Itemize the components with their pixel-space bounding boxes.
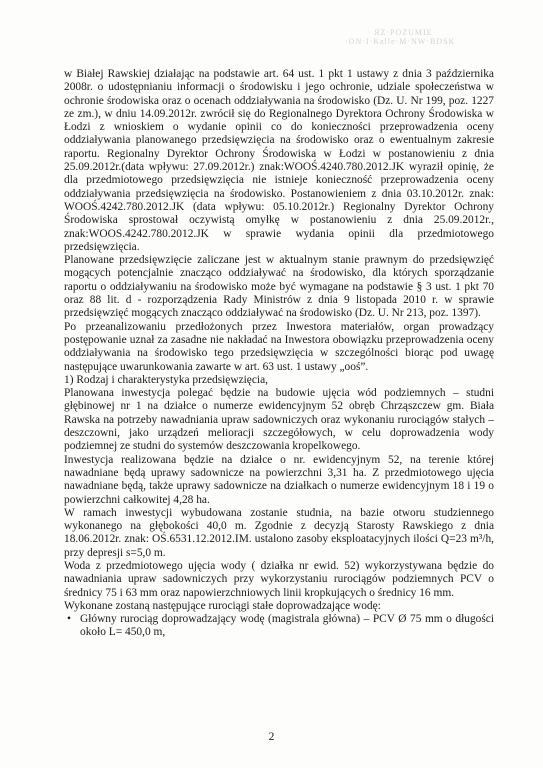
page-number: 2 [268, 731, 275, 743]
stamp-line-1: · ЯZ·POZUMIE [367, 28, 433, 37]
section-heading: 1) Rodzaj i charakterystyka przedsięwzięcia, [64, 373, 268, 386]
paragraph-water-use: Woda z przedmiotowego ujęcia wody ( działka nr ewid. 52) wykorzystywana będzie do nawadniania upraw sadowniczych przy wykorzystaniu rurociągów podziemnych PCV o średnicy 75 i 63 mm oraz napowierzchniowych linii kropkujących o średnicy 16 mm. [64, 559, 494, 599]
paragraph-intro: w Białej Rawskiej działając na podstawie art. 64 ust. 1 pkt 1 ustawy z dnia 3 października 2008r. o udostępnianiu informacji o środowisku i jego ochronie, udziale społeczeństwa w ochronie środowiska oraz o ocenach oddziaływania na środowisko (Dz. U. Nr 199, poz. 1227 ze zm.), w dniu 14.09.2012r. zwrócił się do Regionalnego Dyrektora Ochrony Środowiska w Łodzi z wnioskiem o wydanie opinii co do konieczności przeprowadzenia oceny oddziaływania planowanego przedsięwzięcia na środowisko oraz o ewentualnym zakresie raportu. Regionalny Dyrektor Ochrony Środowiska w Łodzi w postanowieniu z dnia 25.09.2012r.(data wpływu: 27.09.2012r.) znak:WOOŚ.4240.780.2012.JK wyraził opinię, że dla przedmiotowego przedsięwzięcia nie istnieje konieczność przeprowadzenia oceny oddziaływania przedsięwzięcia na środowisko. Postanowieniem z dnia 03.10.2012r. znak: WOOŚ.4242.780.2012.JK (data wpływu: 05.10.2012r.) Regionalny Dyrektor Ochrony Środowiska sprostował oczywistą omyłkę w postanowieniu z dnia 25.09.2012r., znak:WOOS.4242.780.2012.JK w sprawie wydania opinii dla przedmiotowego przedsięwzięcia. [64, 68, 494, 253]
list-item [64, 613, 494, 640]
paragraph-classification: Planowane przedsięwzięcie zaliczane jest w aktualnym stanie prawnym do przedsięwzięć mogących potencjalnie znacząco oddziaływać na środowisko, dla których sporządzanie raportu o oddziaływaniu na środowisko może być wymagane na podstawie § 3 ust. 1 pkt 70 oraz 88 lit. d - rozporządzenia Rady Ministrów z dnia 9 listopada 2010 r. w sprawie przedsięwzięć mogących znacząco oddziaływać na środowisko (Dz. U. Nr 213, poz. 1397). [64, 254, 494, 320]
list-item-text: Główny rurociąg doprowadzający wodę (magistrala główna) – PCV Ø 75 mm o długości około L= 450,0 m, [80, 613, 494, 639]
paragraph-well: W ramach inwestycji wybudowana zostanie studnia, na bazie otworu studziennego wykonanego na głębokości 40,0 m. Zgodnie z decyzją Starosty Rawskiego z dnia 18.06.2012r. znak: OŚ.6531.12.2012.IM. ustalono zasoby eksploatacyjnych ilości Q=23 m³/h, przy depresji s=5,0 m. [64, 506, 494, 559]
faint-stamp [345, 28, 455, 54]
stamp-line-2: ·ON·I·Kalle·M·NW·BDSK [345, 37, 456, 46]
paragraph-location: Inwestycja realizowana będzie na działce o nr. ewidencyjnym 52, na terenie której nawadniane będą uprawy sadownicze na powierzchni 3,31 ha. Z przedmiotowego ujęcia nawadniane będą, także uprawy sadownicze na działkach o numerze ewidencyjnym 18 i 19 o powierzchni całkowitej 4,28 ha. [64, 453, 494, 506]
pipeline-list [64, 613, 494, 640]
paragraph-analysis: Po przeanalizowaniu przedłożonych przez Inwestora materiałów, organ prowadzący postępowanie uznał za zasadne nie nakładać na Inwestora obowiązku przeprowadzenia oceny oddziaływania na środowisko tego przedsięwzięcia w szczególności biorąc pod uwagę następujące uwarunkowania zawarte w art. 63 ust. 1 ustawy „ooś”. [64, 320, 494, 373]
paragraph-pipelines-intro: Wykonane zostaną następujące rurociągi stałe doprowadzające wodę: [64, 599, 381, 612]
document-body [64, 68, 494, 640]
paragraph-investment: Planowana inwestycja polegać będzie na budowie ujęcia wód podziemnych – studni głębinowej nr 1 na działce o numerze ewidencyjnym 52 obręb Chrząszczew gm. Biała Rawska na potrzeby nawadniania upraw sadowniczych oraz wykonaniu rurociągów stałych – deszczowni, jako urządzeń melioracji szczegółowych, w celu doprowadzenia wody podziemnej ze studni do systemów deszczowania kropelkowego. [64, 387, 494, 453]
bullet-icon: • [67, 613, 71, 626]
